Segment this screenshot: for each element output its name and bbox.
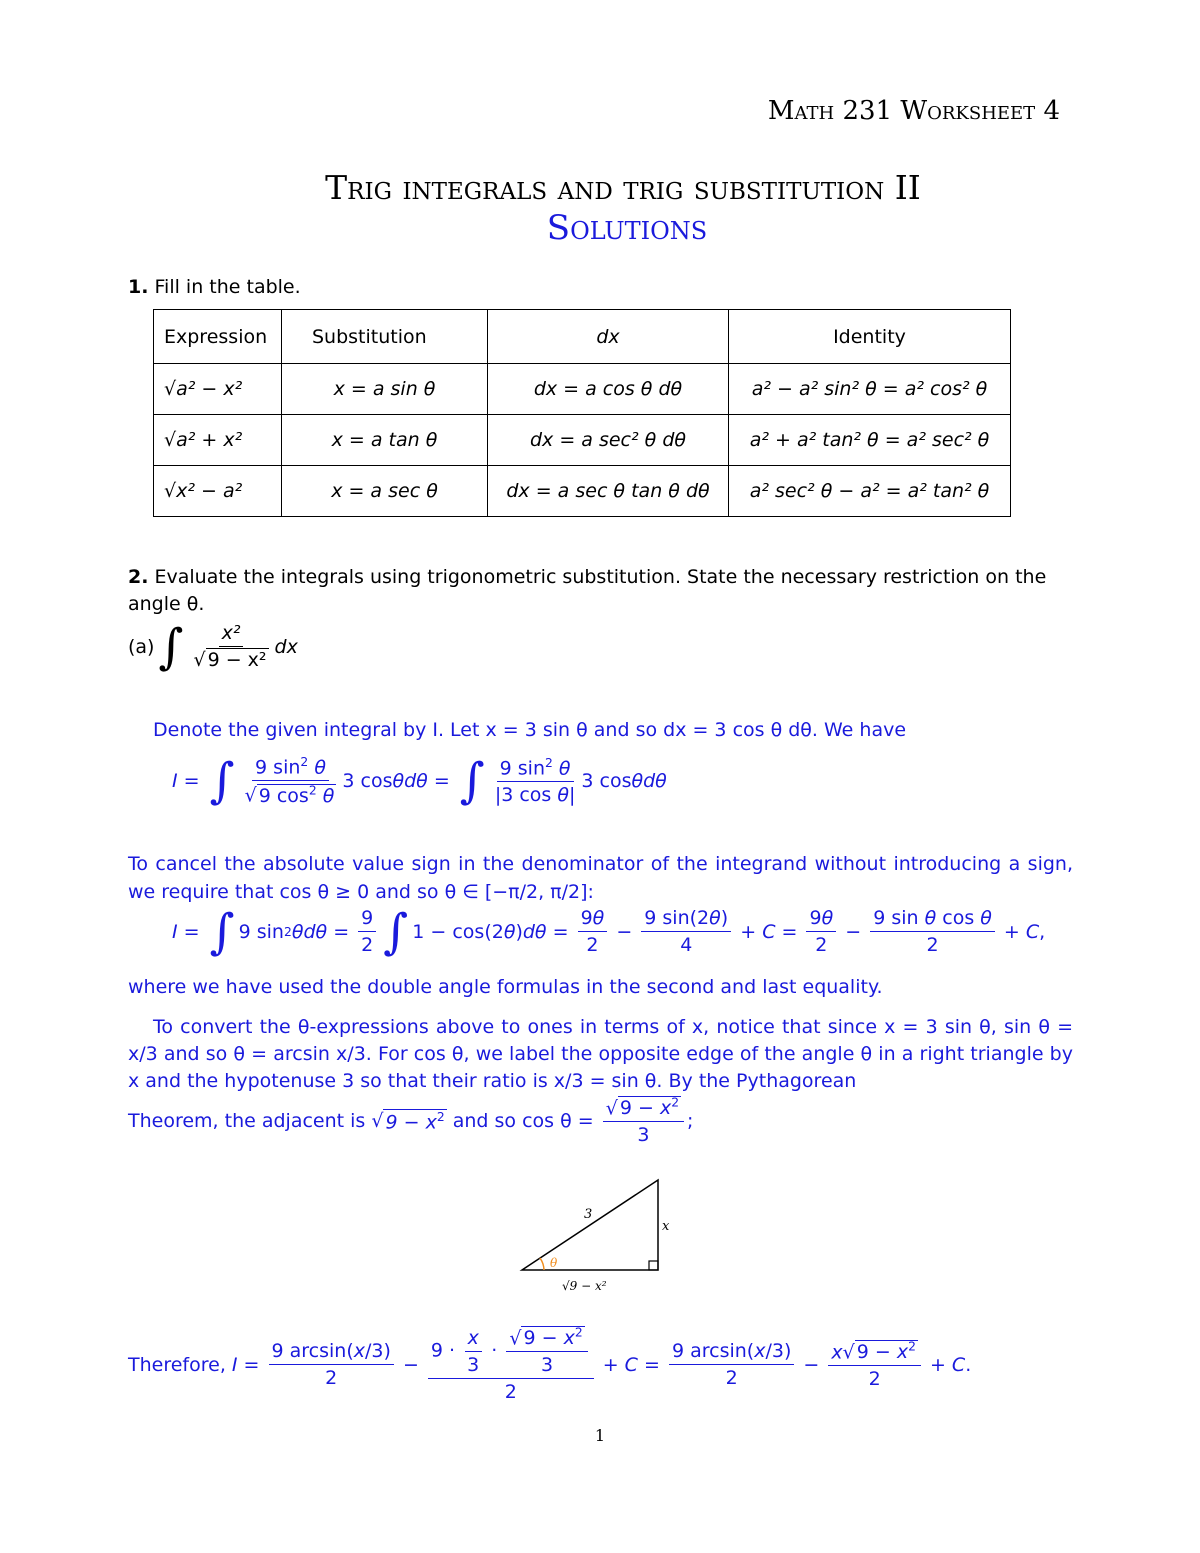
solution-cancel-text: To cancel the absolute value sign in the denominator of the integrand without introducing a sign, we require that cos θ ≥ 0 and so θ ∈ [−π/2, π/2]:: [128, 853, 1073, 903]
final-answer: Therefore, I = $\frac{9 \arcsin(x/3)}{2}$ − 9 · $\frac{x}{3}$ · $\frac{√ 9 - x^2}{3}$ 2 + C = $\frac{9 \arcsin(x/3)}{2}$ − $\frac{x√ 9 - x^2}{2}$ + C .: [128, 1326, 972, 1404]
part-a-integral: (a) ∫ $\frac{\text{x²}}{\text{√ 9 − x²}}$ dx: [128, 618, 298, 675]
table-cell: x = a sin θ: [282, 364, 488, 415]
table-row: [154, 415, 1011, 466]
page-number: 1: [594, 1426, 606, 1445]
table-cell: dx = a sec² θ dθ: [488, 415, 729, 466]
table-header: Identity: [729, 310, 1011, 364]
table-header: Substitution: [282, 310, 488, 364]
table-cell: √a² − x²: [154, 364, 282, 415]
solution-double-angle-text: where we have used the double angle formulas in the second and last equality.: [128, 976, 883, 998]
equation-substitution: I = ∫ $\frac{9 \sin^2 \theta}{√ 9 \cos^2 \theta}$ 3 cos θ dθ = ∫ $\frac{9 \sin^2 \theta}{\text{|3 cos θ|}}$ 3 cos θ dθ: [172, 752, 667, 809]
question-1: [128, 276, 301, 298]
question-prompt: Evaluate the integrals using trigonometric substitution. State the necessary restriction on the angle θ.: [128, 566, 1047, 615]
table-cell: dx = a cos θ dθ: [488, 364, 729, 415]
question-number: 1.: [128, 276, 149, 298]
table-cell: x = a sec θ: [282, 466, 488, 517]
table-row: [154, 364, 1011, 415]
page-title: Trig integrals and trig substitution II: [325, 168, 921, 207]
opposite-label: x: [662, 1219, 670, 1234]
equation-double-angle: I = ∫ 9 sin 2 θ dθ = $\frac{9}{2}$ ∫ 1 − cos(2 θ ) dθ = $\frac{9\theta}{2}$ − $\frac{9 \sin(2\theta)}{4}$ + C = $\frac{9\theta}{2}$ − $\frac{\text{9 sin θ cos θ}}{2}$ + C ,: [172, 903, 1046, 960]
question-prompt: Fill in the table.: [154, 276, 301, 298]
table-cell: √x² − a²: [154, 466, 282, 517]
angle-label: θ: [550, 1256, 558, 1270]
question-number: 2.: [128, 566, 149, 588]
right-angle-marker: [649, 1261, 658, 1270]
course-header: Math 231 Worksheet 4: [767, 96, 1060, 126]
question-2: [128, 564, 1073, 618]
solution-denote: Denote the given integral by I. Let x = 3 sin θ and so dx = 3 cos θ dθ. We have: [153, 719, 907, 741]
substitution-table: [153, 309, 1011, 517]
table-row: [154, 466, 1011, 517]
table-cell: a² − a² sin² θ = a² cos² θ: [729, 364, 1011, 415]
table-cell: √a² + x²: [154, 415, 282, 466]
table-cell: x = a tan θ: [282, 415, 488, 466]
table-cell: a² + a² tan² θ = a² sec² θ: [729, 415, 1011, 466]
triangle-shape: [522, 1180, 658, 1270]
page-subtitle: Solutions: [546, 208, 708, 248]
table-cell: a² sec² θ − a² = a² tan² θ: [729, 466, 1011, 517]
solution-convert-text: To convert the θ-expressions above to ones in terms of x, notice that since x = 3 sin θ, sin θ = x/3 and so θ = arcsin x/3. For cos θ, we label the opposite edge of the angle θ in a right triangle by x and the hypotenuse 3 so that their ratio is x/3 = sin θ. By the Pythagorean: [128, 1016, 1073, 1092]
right-triangle-diagram: [510, 1170, 690, 1300]
solution-theorem-line: Theorem, the adjacent is √ $9 - x^2$ and so cos θ = $\frac{√ 9 - x^2}{3}$ ;: [128, 1096, 694, 1147]
part-label: (a): [128, 635, 155, 658]
table-header-row: [154, 310, 1011, 364]
angle-arc: [540, 1258, 544, 1270]
hypotenuse-label: 3: [584, 1207, 593, 1222]
table-header: dx: [488, 310, 729, 364]
table-header: Expression: [154, 310, 282, 364]
adjacent-label: √9 − x²: [562, 1279, 607, 1293]
table-cell: dx = a sec θ tan θ dθ: [488, 466, 729, 517]
